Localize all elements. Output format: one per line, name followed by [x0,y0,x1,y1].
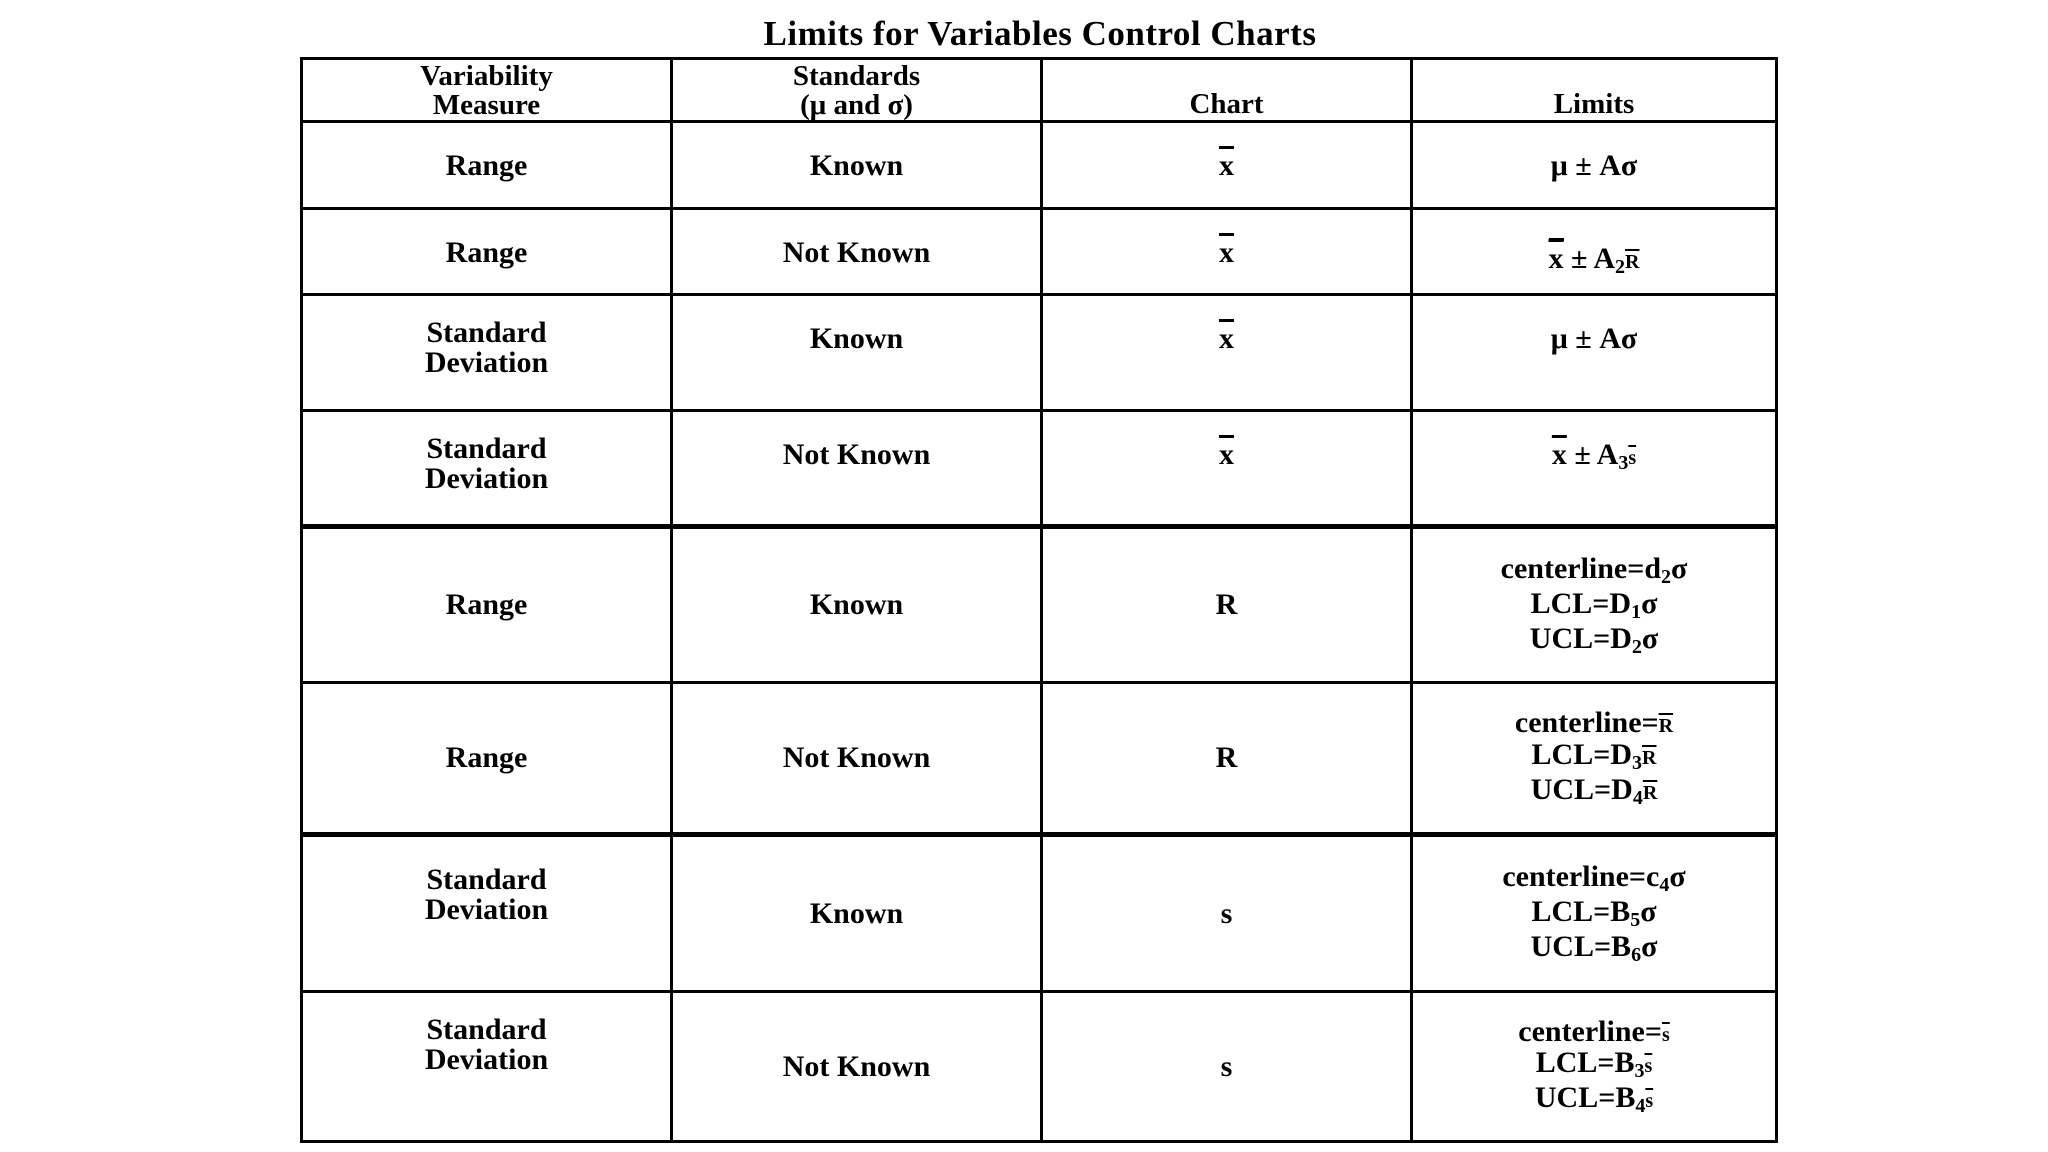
table-row [302,295,1777,411]
cell-limits [1412,527,1777,683]
sbar-symbol: $\overline{s}$ [1645,1090,1654,1113]
table-row [302,835,1777,992]
limits-formula: $centerline=c_4\sigma$ $LCL=B_5\sigma$ $UCL=B_6\sigma$ [1502,860,1686,966]
cell-standards: Known [672,527,1042,683]
header-variability-line2: Measure [432,89,541,121]
cell-standards: Known [672,295,1042,411]
cell-measure: Standard Deviation [302,295,672,411]
cell-standards: Known [672,835,1042,992]
table-header-row [302,59,1777,122]
cell-limits [1412,835,1777,992]
cell-standards: Known [672,122,1042,209]
xbar-symbol: $\overline{x}$ [1219,322,1234,355]
sbar-symbol: $\overline{s}$ [1628,447,1637,469]
rbar-symbol: $\overline{R}$ [1642,781,1658,804]
table-row [302,122,1777,209]
cell-measure: Standard Deviation [302,992,672,1142]
cell-chart: R [1042,527,1412,683]
rbar-symbol: $\overline{R}$ [1625,251,1640,273]
cell-measure: Range [302,683,672,835]
limits-text: μ ± Aσ [1550,149,1638,182]
limits-text: μ ± Aσ [1550,322,1638,355]
cell-limits [1412,683,1777,835]
table-row [302,411,1777,527]
sbar-symbol: $\overline{s}$ [1644,1055,1653,1078]
cell-chart [1042,209,1412,295]
cell-chart [1042,411,1412,527]
xdoublebar-symbol: $\overline{x}$ [1549,238,1564,274]
page-title: Limits for Variables Control Charts [763,14,1317,53]
cell-limits [1412,411,1777,527]
cell-measure: Range [302,209,672,295]
table-row [302,527,1777,683]
cell-limits [1412,122,1777,209]
header-variability-line1: Variability [420,60,553,92]
limits-formula: $\overline{x} \pm A_2\overline{R}$ [1413,210,1775,277]
header-variability-measure [302,59,672,122]
cell-chart [1042,122,1412,209]
header-chart: Chart [1042,59,1412,122]
limits-formula: $\overline{x} \pm A_3\overline{s}$ [1551,438,1637,474]
cell-chart [1042,295,1412,411]
rbar-symbol: $\overline{R}$ [1658,715,1674,738]
limits-formula: $centerline=\overline{s}$ $LCL=B_3\overline{s}$ $UCL=B_4\overline{s}$ [1518,1014,1670,1118]
cell-standards: Not Known [672,683,1042,835]
cell-limits [1412,209,1777,295]
header-limits: Limits [1412,59,1777,122]
header-standards-line2: (μ and σ) [800,89,913,121]
xbar-symbol: $\overline{x}$ [1551,438,1567,471]
header-standards-line1: Standards [792,60,921,92]
cell-standards: Not Known [672,992,1042,1142]
header-standards [672,59,1042,122]
xbar-symbol: $\overline{x}$ [1219,149,1234,182]
cell-measure: Standard Deviation [302,411,672,527]
xbar-symbol: $\overline{x}$ [1219,236,1234,269]
cell-standards: Not Known [672,411,1042,527]
cell-limits [1412,992,1777,1142]
control-chart-limits-table [300,57,1778,1143]
cell-measure: Range [302,527,672,683]
xbar-symbol: $\overline{x}$ [1219,438,1234,471]
rbar-symbol: $\overline{R}$ [1642,746,1657,769]
cell-limits [1412,295,1777,411]
limits-formula: $centerline=\overline{R}$ $LCL=D_3\overline{R}$ $UCL=D_4\overline{R}$ [1514,706,1674,809]
cell-measure: Range [302,122,672,209]
cell-chart: s [1042,992,1412,1142]
cell-chart: s [1042,835,1412,992]
limits-formula: $centerline=d_2\sigma$ $LCL=D_1\sigma$ $UCL=D_2\sigma$ [1500,551,1688,658]
sbar-symbol: $\overline{s}$ [1661,1023,1670,1046]
table-row [302,992,1777,1142]
table-row [302,683,1777,835]
cell-measure: Standard Deviation [302,835,672,992]
cell-standards: Not Known [672,209,1042,295]
table-row [302,209,1777,295]
cell-chart: R [1042,683,1412,835]
